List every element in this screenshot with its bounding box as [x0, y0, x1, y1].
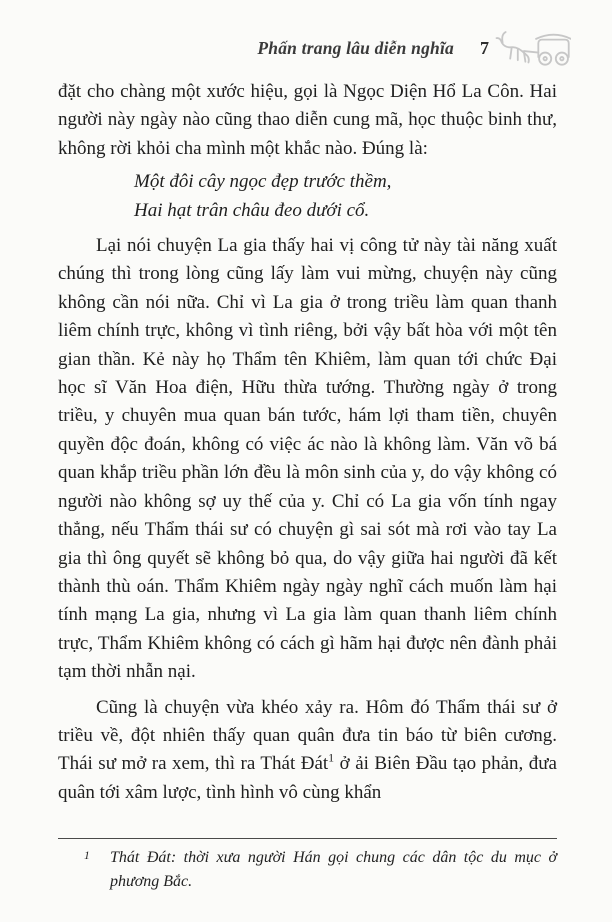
footnote-reference: 1 [328, 751, 335, 766]
paragraph-2: Lại nói chuyện La gia thấy hai vị công tử này tài năng xuất chúng thì trong lòng cũng lấy làm vui mừng, chuyện này cũng không cần nói nữa. Chỉ vì La gia ở trong triều làm quan thanh liêm chính trực, không vì tình riêng, bởi vậy bất hòa với một tên gian thần. Kẻ này họ Thẩm tên Khiêm, làm quan tới chức Đại học sĩ Văn Hoa điện, Hữu thừa tướng. Thường ngày ở trong triều, y chuyên mua quan bán tước, hám lợi tham tiền, chuyên quyền độc đoán, không có việc ác nào là không làm. Văn võ bá quan khắp triều phần lớn đều là môn sinh của y, do vậy không có người nào không sợ uy thế của y. Chỉ có La gia vốn tính ngay thẳng, nếu Thẩm thái sư có chuyện gì sai sót mà rơi vào tay La gia thì ông quyết sẽ không bỏ qua, do vậy giữa hai người đã kết thành thù oán. Thẩm Khiêm ngày ngày nghĩ cách muốn làm hại tính mạng La gia, nhưng vì La gia làm quan thanh liêm chính trực, Thẩm Khiêm không có cách gì hãm hại được nên đành phải tạm thời nhẫn nại. [58, 235, 557, 683]
running-title: Phấn trang lâu diễn nghĩa [257, 37, 454, 58]
verse-block [134, 168, 557, 225]
paragraph-3-text-before-note: Cũng là chuyện vừa khéo xảy ra. Hôm đó Thẩm thái sư ở triều về, đột nhiên thấy quan quân đưa tin báo từ biên cương. Thái sư mở ra xem, thì ra Thát Đát [58, 696, 557, 775]
footnote [58, 846, 557, 894]
footnote-marker: 1 [84, 850, 90, 862]
horse-carriage-ornament-icon [495, 28, 571, 68]
page-header [58, 30, 571, 66]
paragraph-3-text-after-note: ở ải Biên Đầu tạo phản, đưa quân tới xâm lược, tình hình vô cùng khẩn [58, 753, 557, 803]
footnote-divider [58, 838, 557, 839]
footnote-section [58, 838, 557, 894]
paragraph-3 [58, 694, 557, 808]
page-body [58, 78, 557, 807]
paragraph-1: đặt cho chàng một xước hiệu, gọi là Ngọc Diện Hổ La Côn. Hai người này ngày nào cũng thao diễn cung mã, học thuộc binh thư, không rời khỏi cha mình một khắc nào. Đúng là: [58, 81, 557, 159]
verse-line-2: Hai hạt trân châu đeo dưới cổ. [134, 199, 370, 221]
footnote-text: Thát Đát: thời xưa người Hán gọi chung các dân tộc du mục ở phương Bắc. [110, 849, 557, 890]
page-number: 7 [480, 37, 489, 58]
verse-line-1: Một đôi cây ngọc đẹp trước thềm, [134, 171, 392, 193]
